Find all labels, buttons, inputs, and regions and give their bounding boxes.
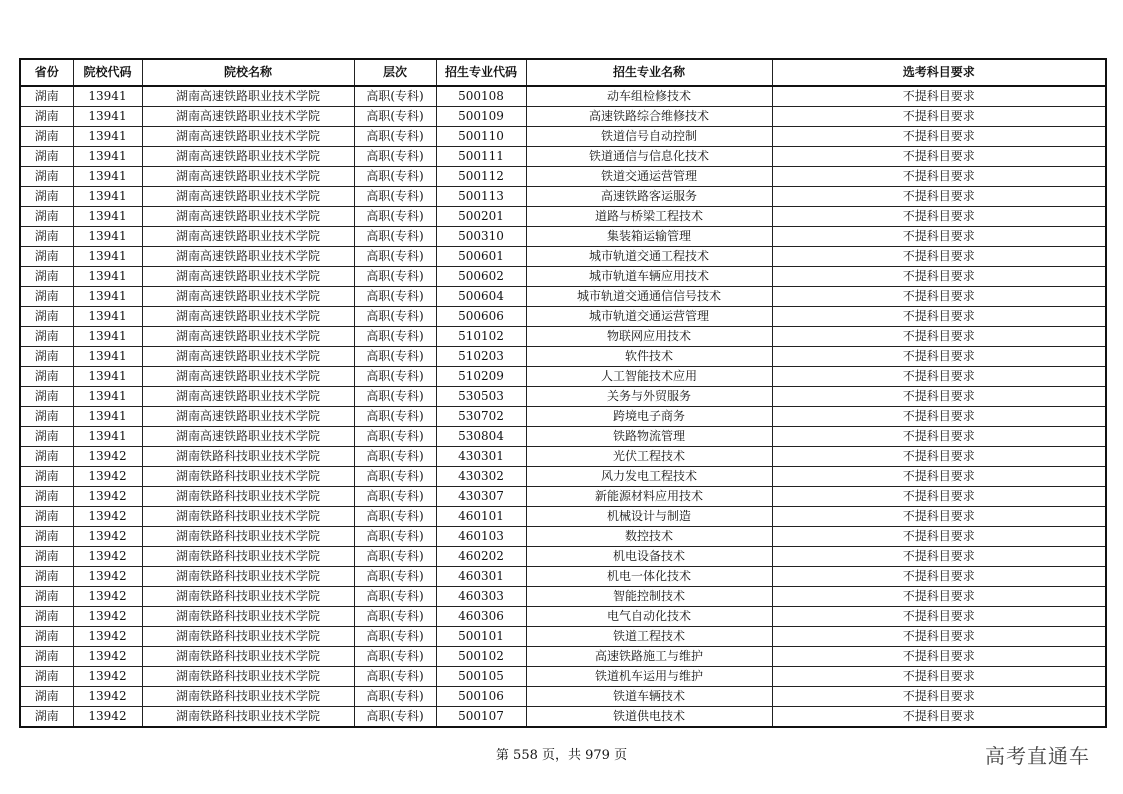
cell-major-code: 500106 xyxy=(436,687,526,707)
cell-school-code: 13941 xyxy=(73,367,142,387)
cell-subject-requirement: 不提科目要求 xyxy=(772,467,1106,487)
cell-school-name: 湖南铁路科技职业技术学院 xyxy=(142,607,354,627)
cell-level: 高职(专科) xyxy=(354,467,436,487)
cell-major-name: 数控技术 xyxy=(526,527,772,547)
cell-subject-requirement: 不提科目要求 xyxy=(772,387,1106,407)
cell-subject-requirement: 不提科目要求 xyxy=(772,627,1106,647)
cell-major-code: 500102 xyxy=(436,647,526,667)
cell-province: 湖南 xyxy=(20,247,73,267)
table-row xyxy=(20,127,1106,147)
cell-major-code: 530503 xyxy=(436,387,526,407)
cell-major-code: 430307 xyxy=(436,487,526,507)
table-row xyxy=(20,667,1106,687)
cell-subject-requirement: 不提科目要求 xyxy=(772,247,1106,267)
cell-major-name: 关务与外贸服务 xyxy=(526,387,772,407)
cell-school-name: 湖南铁路科技职业技术学院 xyxy=(142,647,354,667)
cell-major-code: 510203 xyxy=(436,347,526,367)
cell-school-name: 湖南铁路科技职业技术学院 xyxy=(142,447,354,467)
cell-level: 高职(专科) xyxy=(354,167,436,187)
cell-province: 湖南 xyxy=(20,227,73,247)
cell-level: 高职(专科) xyxy=(354,627,436,647)
cell-major-name: 铁道车辆技术 xyxy=(526,687,772,707)
cell-province: 湖南 xyxy=(20,527,73,547)
cell-major-name: 城市轨道车辆应用技术 xyxy=(526,267,772,287)
cell-subject-requirement: 不提科目要求 xyxy=(772,107,1106,127)
cell-level: 高职(专科) xyxy=(354,407,436,427)
cell-major-code: 500201 xyxy=(436,207,526,227)
cell-major-code: 500111 xyxy=(436,147,526,167)
cell-school-name: 湖南高速铁路职业技术学院 xyxy=(142,287,354,307)
cell-subject-requirement: 不提科目要求 xyxy=(772,427,1106,447)
cell-major-name: 风力发电工程技术 xyxy=(526,467,772,487)
cell-major-code: 510209 xyxy=(436,367,526,387)
cell-subject-requirement: 不提科目要求 xyxy=(772,667,1106,687)
cell-school-code: 13941 xyxy=(73,407,142,427)
cell-province: 湖南 xyxy=(20,647,73,667)
cell-level: 高职(专科) xyxy=(354,487,436,507)
cell-major-name: 电气自动化技术 xyxy=(526,607,772,627)
cell-school-code: 13941 xyxy=(73,347,142,367)
cell-level: 高职(专科) xyxy=(354,427,436,447)
cell-school-code: 13942 xyxy=(73,467,142,487)
cell-subject-requirement: 不提科目要求 xyxy=(772,567,1106,587)
cell-school-code: 13941 xyxy=(73,387,142,407)
cell-province: 湖南 xyxy=(20,427,73,447)
cell-major-name: 人工智能技术应用 xyxy=(526,367,772,387)
table-row xyxy=(20,687,1106,707)
cell-level: 高职(专科) xyxy=(354,507,436,527)
cell-school-name: 湖南高速铁路职业技术学院 xyxy=(142,86,354,107)
cell-subject-requirement: 不提科目要求 xyxy=(772,587,1106,607)
cell-major-code: 500310 xyxy=(436,227,526,247)
cell-school-code: 13942 xyxy=(73,707,142,728)
table-row xyxy=(20,267,1106,287)
cell-school-code: 13941 xyxy=(73,107,142,127)
cell-level: 高职(专科) xyxy=(354,347,436,367)
cell-major-name: 铁道供电技术 xyxy=(526,707,772,728)
cell-subject-requirement: 不提科目要求 xyxy=(772,447,1106,467)
table-header-row xyxy=(20,59,1106,86)
cell-major-code: 460301 xyxy=(436,567,526,587)
cell-province: 湖南 xyxy=(20,667,73,687)
table-row xyxy=(20,547,1106,567)
cell-major-name: 机电设备技术 xyxy=(526,547,772,567)
cell-province: 湖南 xyxy=(20,507,73,527)
table-row xyxy=(20,447,1106,467)
cell-province: 湖南 xyxy=(20,147,73,167)
table-row xyxy=(20,607,1106,627)
cell-major-name: 光伏工程技术 xyxy=(526,447,772,467)
table-row xyxy=(20,187,1106,207)
cell-school-code: 13941 xyxy=(73,247,142,267)
cell-major-code: 430301 xyxy=(436,447,526,467)
cell-subject-requirement: 不提科目要求 xyxy=(772,527,1106,547)
cell-province: 湖南 xyxy=(20,107,73,127)
cell-major-code: 460103 xyxy=(436,527,526,547)
cell-school-name: 湖南高速铁路职业技术学院 xyxy=(142,347,354,367)
cell-school-code: 13942 xyxy=(73,627,142,647)
cell-subject-requirement: 不提科目要求 xyxy=(772,147,1106,167)
header-level: 层次 xyxy=(354,59,436,86)
cell-subject-requirement: 不提科目要求 xyxy=(772,227,1106,247)
cell-school-name: 湖南铁路科技职业技术学院 xyxy=(142,487,354,507)
cell-school-name: 湖南高速铁路职业技术学院 xyxy=(142,327,354,347)
cell-subject-requirement: 不提科目要求 xyxy=(772,86,1106,107)
cell-school-code: 13942 xyxy=(73,527,142,547)
cell-subject-requirement: 不提科目要求 xyxy=(772,307,1106,327)
cell-major-name: 城市轨道交通通信信号技术 xyxy=(526,287,772,307)
cell-school-code: 13942 xyxy=(73,687,142,707)
cell-province: 湖南 xyxy=(20,707,73,728)
cell-major-code: 500105 xyxy=(436,667,526,687)
cell-subject-requirement: 不提科目要求 xyxy=(772,267,1106,287)
cell-school-code: 13942 xyxy=(73,567,142,587)
cell-major-name: 高速铁路综合维修技术 xyxy=(526,107,772,127)
cell-subject-requirement: 不提科目要求 xyxy=(772,507,1106,527)
admissions-table xyxy=(19,58,1107,728)
cell-school-code: 13942 xyxy=(73,447,142,467)
cell-major-name: 新能源材料应用技术 xyxy=(526,487,772,507)
table-row xyxy=(20,347,1106,367)
table-row xyxy=(20,647,1106,667)
cell-school-name: 湖南铁路科技职业技术学院 xyxy=(142,627,354,647)
cell-province: 湖南 xyxy=(20,187,73,207)
table-row xyxy=(20,227,1106,247)
cell-province: 湖南 xyxy=(20,267,73,287)
table-row xyxy=(20,107,1106,127)
cell-level: 高职(专科) xyxy=(354,86,436,107)
cell-major-code: 460202 xyxy=(436,547,526,567)
cell-level: 高职(专科) xyxy=(354,647,436,667)
cell-subject-requirement: 不提科目要求 xyxy=(772,707,1106,728)
cell-major-name: 动车组检修技术 xyxy=(526,86,772,107)
cell-school-name: 湖南高速铁路职业技术学院 xyxy=(142,227,354,247)
table-row xyxy=(20,367,1106,387)
cell-province: 湖南 xyxy=(20,127,73,147)
cell-school-name: 湖南高速铁路职业技术学院 xyxy=(142,267,354,287)
cell-province: 湖南 xyxy=(20,487,73,507)
cell-school-name: 湖南铁路科技职业技术学院 xyxy=(142,707,354,728)
cell-level: 高职(专科) xyxy=(354,607,436,627)
cell-major-code: 460101 xyxy=(436,507,526,527)
table-row xyxy=(20,387,1106,407)
cell-major-code: 430302 xyxy=(436,467,526,487)
cell-subject-requirement: 不提科目要求 xyxy=(772,367,1106,387)
cell-major-code: 460303 xyxy=(436,587,526,607)
cell-province: 湖南 xyxy=(20,367,73,387)
cell-major-name: 铁路物流管理 xyxy=(526,427,772,447)
cell-province: 湖南 xyxy=(20,467,73,487)
cell-major-code: 500101 xyxy=(436,627,526,647)
cell-subject-requirement: 不提科目要求 xyxy=(772,207,1106,227)
cell-school-name: 湖南高速铁路职业技术学院 xyxy=(142,207,354,227)
cell-major-code: 460306 xyxy=(436,607,526,627)
cell-school-name: 湖南高速铁路职业技术学院 xyxy=(142,147,354,167)
cell-province: 湖南 xyxy=(20,347,73,367)
cell-major-code: 500110 xyxy=(436,127,526,147)
cell-level: 高职(专科) xyxy=(354,567,436,587)
cell-school-code: 13942 xyxy=(73,547,142,567)
table-row xyxy=(20,507,1106,527)
watermark-logo: 高考直通车 xyxy=(985,744,1090,768)
cell-subject-requirement: 不提科目要求 xyxy=(772,167,1106,187)
cell-major-name: 高速铁路施工与维护 xyxy=(526,647,772,667)
cell-school-name: 湖南高速铁路职业技术学院 xyxy=(142,307,354,327)
header-school-name: 院校名称 xyxy=(142,59,354,86)
cell-level: 高职(专科) xyxy=(354,127,436,147)
cell-subject-requirement: 不提科目要求 xyxy=(772,547,1106,567)
cell-major-name: 城市轨道交通运营管理 xyxy=(526,307,772,327)
cell-level: 高职(专科) xyxy=(354,667,436,687)
table-row xyxy=(20,86,1106,107)
cell-major-name: 软件技术 xyxy=(526,347,772,367)
cell-school-code: 13941 xyxy=(73,327,142,347)
cell-subject-requirement: 不提科目要求 xyxy=(772,647,1106,667)
table-row xyxy=(20,287,1106,307)
cell-level: 高职(专科) xyxy=(354,267,436,287)
cell-major-code: 510102 xyxy=(436,327,526,347)
cell-province: 湖南 xyxy=(20,407,73,427)
cell-major-name: 铁道机车运用与维护 xyxy=(526,667,772,687)
cell-major-name: 物联网应用技术 xyxy=(526,327,772,347)
table-row xyxy=(20,307,1106,327)
cell-major-name: 道路与桥梁工程技术 xyxy=(526,207,772,227)
table-row xyxy=(20,627,1106,647)
cell-school-name: 湖南高速铁路职业技术学院 xyxy=(142,387,354,407)
cell-school-code: 13941 xyxy=(73,227,142,247)
cell-level: 高职(专科) xyxy=(354,447,436,467)
cell-school-code: 13941 xyxy=(73,207,142,227)
cell-level: 高职(专科) xyxy=(354,287,436,307)
cell-level: 高职(专科) xyxy=(354,547,436,567)
cell-school-name: 湖南高速铁路职业技术学院 xyxy=(142,167,354,187)
cell-school-code: 13941 xyxy=(73,147,142,167)
cell-school-code: 13942 xyxy=(73,667,142,687)
cell-school-code: 13942 xyxy=(73,587,142,607)
cell-school-name: 湖南铁路科技职业技术学院 xyxy=(142,547,354,567)
cell-province: 湖南 xyxy=(20,447,73,467)
cell-level: 高职(专科) xyxy=(354,387,436,407)
cell-school-name: 湖南铁路科技职业技术学院 xyxy=(142,527,354,547)
cell-major-name: 集装箱运输管理 xyxy=(526,227,772,247)
cell-level: 高职(专科) xyxy=(354,367,436,387)
cell-subject-requirement: 不提科目要求 xyxy=(772,607,1106,627)
cell-province: 湖南 xyxy=(20,307,73,327)
cell-school-name: 湖南高速铁路职业技术学院 xyxy=(142,407,354,427)
cell-school-name: 湖南高速铁路职业技术学院 xyxy=(142,187,354,207)
cell-province: 湖南 xyxy=(20,567,73,587)
cell-major-name: 铁道交通运营管理 xyxy=(526,167,772,187)
cell-major-name: 铁道通信与信息化技术 xyxy=(526,147,772,167)
cell-major-code: 500108 xyxy=(436,86,526,107)
table-row xyxy=(20,407,1106,427)
cell-school-code: 13942 xyxy=(73,647,142,667)
cell-province: 湖南 xyxy=(20,547,73,567)
cell-major-code: 500109 xyxy=(436,107,526,127)
cell-school-code: 13942 xyxy=(73,487,142,507)
cell-province: 湖南 xyxy=(20,587,73,607)
cell-subject-requirement: 不提科目要求 xyxy=(772,327,1106,347)
cell-major-name: 智能控制技术 xyxy=(526,587,772,607)
cell-major-code: 500112 xyxy=(436,167,526,187)
table-row xyxy=(20,487,1106,507)
cell-province: 湖南 xyxy=(20,287,73,307)
table-row xyxy=(20,587,1106,607)
header-major-name: 招生专业名称 xyxy=(526,59,772,86)
cell-school-code: 13941 xyxy=(73,427,142,447)
cell-school-name: 湖南铁路科技职业技术学院 xyxy=(142,467,354,487)
page-number: 第 558 页，共 979 页 xyxy=(495,748,628,763)
cell-major-code: 500602 xyxy=(436,267,526,287)
cell-school-name: 湖南铁路科技职业技术学院 xyxy=(142,687,354,707)
cell-school-code: 13941 xyxy=(73,127,142,147)
table-row xyxy=(20,427,1106,447)
cell-major-name: 机电一体化技术 xyxy=(526,567,772,587)
table-row xyxy=(20,707,1106,728)
cell-major-name: 铁道信号自动控制 xyxy=(526,127,772,147)
table-row xyxy=(20,247,1106,267)
cell-major-name: 机械设计与制造 xyxy=(526,507,772,527)
cell-province: 湖南 xyxy=(20,387,73,407)
cell-subject-requirement: 不提科目要求 xyxy=(772,187,1106,207)
table-row xyxy=(20,327,1106,347)
cell-school-code: 13941 xyxy=(73,167,142,187)
cell-school-code: 13941 xyxy=(73,287,142,307)
cell-school-name: 湖南铁路科技职业技术学院 xyxy=(142,667,354,687)
cell-province: 湖南 xyxy=(20,167,73,187)
cell-major-name: 高速铁路客运服务 xyxy=(526,187,772,207)
cell-level: 高职(专科) xyxy=(354,187,436,207)
table-row xyxy=(20,147,1106,167)
table-body xyxy=(20,86,1106,727)
cell-level: 高职(专科) xyxy=(354,147,436,167)
cell-subject-requirement: 不提科目要求 xyxy=(772,407,1106,427)
cell-school-name: 湖南高速铁路职业技术学院 xyxy=(142,107,354,127)
table-row xyxy=(20,167,1106,187)
cell-school-code: 13941 xyxy=(73,86,142,107)
cell-level: 高职(专科) xyxy=(354,307,436,327)
cell-level: 高职(专科) xyxy=(354,707,436,728)
cell-school-code: 13942 xyxy=(73,507,142,527)
cell-major-name: 城市轨道交通工程技术 xyxy=(526,247,772,267)
cell-subject-requirement: 不提科目要求 xyxy=(772,127,1106,147)
cell-school-code: 13941 xyxy=(73,187,142,207)
table-row xyxy=(20,567,1106,587)
header-major-code: 招生专业代码 xyxy=(436,59,526,86)
cell-major-code: 500606 xyxy=(436,307,526,327)
cell-subject-requirement: 不提科目要求 xyxy=(772,487,1106,507)
cell-province: 湖南 xyxy=(20,607,73,627)
cell-school-name: 湖南铁路科技职业技术学院 xyxy=(142,587,354,607)
cell-level: 高职(专科) xyxy=(354,207,436,227)
cell-province: 湖南 xyxy=(20,327,73,347)
cell-major-name: 铁道工程技术 xyxy=(526,627,772,647)
cell-level: 高职(专科) xyxy=(354,527,436,547)
cell-school-code: 13941 xyxy=(73,267,142,287)
cell-school-name: 湖南高速铁路职业技术学院 xyxy=(142,127,354,147)
cell-major-code: 500113 xyxy=(436,187,526,207)
cell-subject-requirement: 不提科目要求 xyxy=(772,287,1106,307)
cell-level: 高职(专科) xyxy=(354,327,436,347)
cell-subject-requirement: 不提科目要求 xyxy=(772,687,1106,707)
cell-major-code: 500107 xyxy=(436,707,526,728)
cell-level: 高职(专科) xyxy=(354,687,436,707)
cell-major-code: 500604 xyxy=(436,287,526,307)
cell-school-code: 13942 xyxy=(73,607,142,627)
cell-level: 高职(专科) xyxy=(354,227,436,247)
header-school-code: 院校代码 xyxy=(73,59,142,86)
cell-school-name: 湖南高速铁路职业技术学院 xyxy=(142,367,354,387)
cell-province: 湖南 xyxy=(20,627,73,647)
table-row xyxy=(20,467,1106,487)
cell-major-name: 跨境电子商务 xyxy=(526,407,772,427)
cell-subject-requirement: 不提科目要求 xyxy=(772,347,1106,367)
cell-school-name: 湖南铁路科技职业技术学院 xyxy=(142,567,354,587)
header-province: 省份 xyxy=(20,59,73,86)
header-subject-requirement: 选考科目要求 xyxy=(772,59,1106,86)
cell-level: 高职(专科) xyxy=(354,587,436,607)
cell-province: 湖南 xyxy=(20,86,73,107)
cell-major-code: 500601 xyxy=(436,247,526,267)
cell-level: 高职(专科) xyxy=(354,247,436,267)
cell-province: 湖南 xyxy=(20,687,73,707)
table-row xyxy=(20,527,1106,547)
cell-level: 高职(专科) xyxy=(354,107,436,127)
cell-school-name: 湖南高速铁路职业技术学院 xyxy=(142,427,354,447)
cell-school-name: 湖南高速铁路职业技术学院 xyxy=(142,247,354,267)
table-row xyxy=(20,207,1106,227)
cell-school-name: 湖南铁路科技职业技术学院 xyxy=(142,507,354,527)
cell-major-code: 530804 xyxy=(436,427,526,447)
cell-major-code: 530702 xyxy=(436,407,526,427)
cell-school-code: 13941 xyxy=(73,307,142,327)
cell-province: 湖南 xyxy=(20,207,73,227)
